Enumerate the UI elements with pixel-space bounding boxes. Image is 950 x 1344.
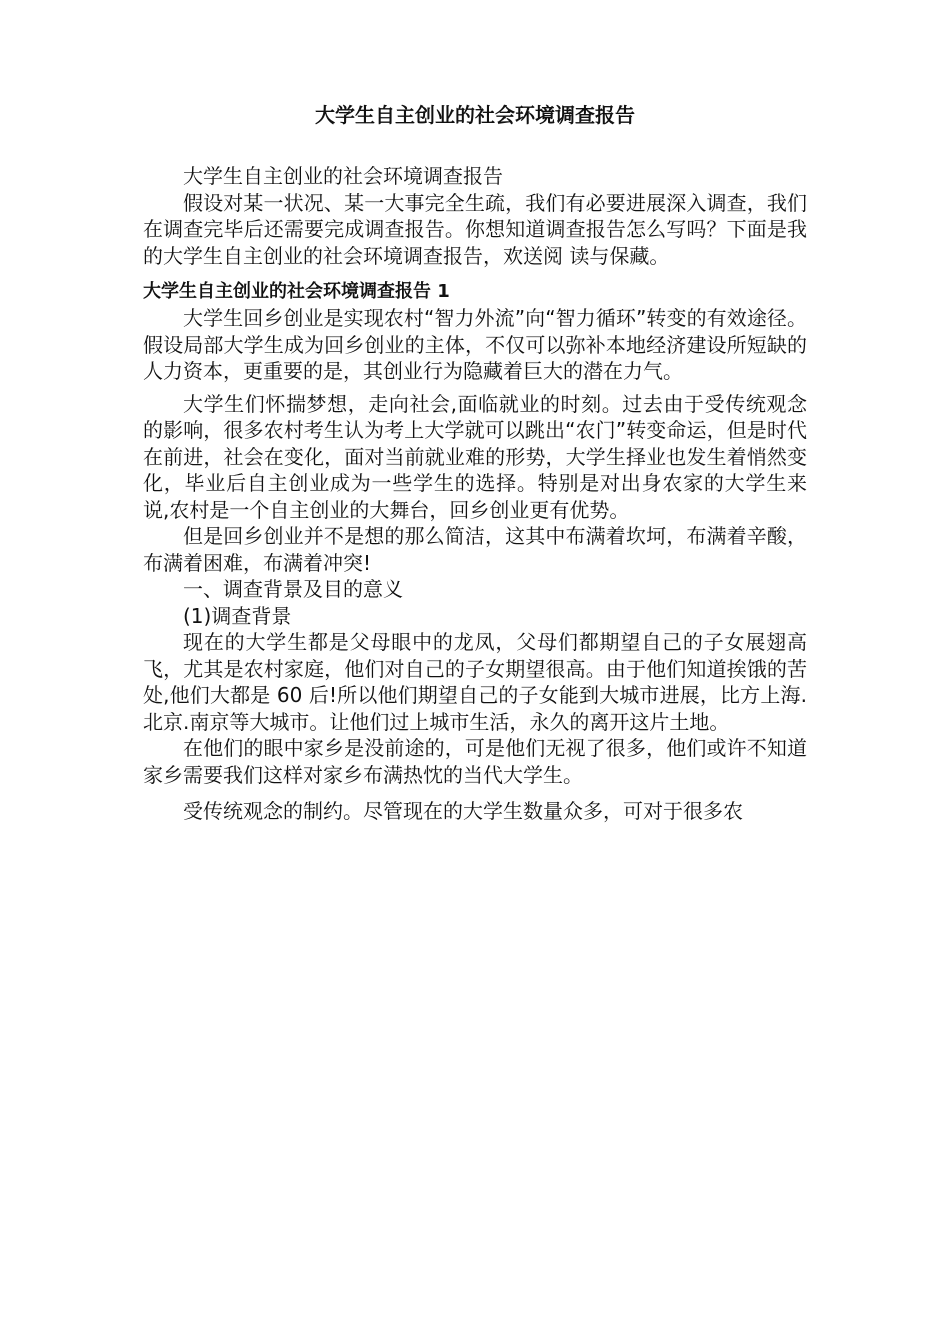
subheading-background-purpose: 一、调查背景及目的意义: [183, 577, 403, 601]
subheading-background: (1)调查背景: [183, 603, 292, 628]
intro-paragraph-1: 大学生自主创业的社会环境调查报告: [183, 164, 503, 188]
section-title: 大学生自主创业的社会环境调查报告 1: [143, 281, 450, 302]
body-paragraph-3: 但是回乡创业并不是想的那么简洁，这其中布满着坎坷，布满着辛酸，布满着困难，布满着冲突!: [143, 524, 807, 575]
body-paragraph-1: 大学生回乡创业是实现农村“智力外流”向“智力循环”转变的有效途径。假设局部大学生成为回乡创业的主体，不仅可以弥补本地经济建设所短缺的人力资本，更重要的是，其创业行为隐藏着巨大的潜在力气。: [143, 306, 807, 383]
body-paragraph-4: 现在的大学生都是父母眼中的龙凤，父母们都期望自己的子女展翅高飞，尤其是农村家庭，他们对自己的子女期望很高。由于他们知道挨饿的苦处,他们大都是 60 后!所以他们期望自己的子女能到大城市进展，比方上海.北京.南京等大城市。让他们过上城市生活，永久的离开这片土地。: [143, 630, 807, 734]
document-title: 大学生自主创业的社会环境调查报告: [315, 103, 635, 127]
intro-paragraph-2: 假设对某一状况、某一大事完全生疏，我们有必要进展深入调查，我们在调查完毕后还需要完成调查报告。你想知道调查报告怎么写吗？下面是我的大学生自主创业的社会环境调查报告，欢送阅 读与保藏。: [143, 190, 807, 268]
body-paragraph-5: 在他们的眼中家乡是没前途的，可是他们无视了很多，他们或许不知道家乡需要我们这样对家乡布满热忱的当代大学生。: [143, 736, 807, 787]
body-paragraph-2: 大学生们怀揣梦想，走向社会,面临就业的时刻。过去由于受传统观念的影响，很多农村考生认为考上大学就可以跳出“农门”转变命运，但是时代在前进，社会在变化，面对当前就业难的形势，大学生择业也发生着悄然变化，毕业后自主创业成为一些学生的选择。特别是对出身农家的大学生来说,农村是一个自主创业的大舞台，回乡创业更有优势。: [143, 391, 807, 522]
body-paragraph-6: 受传统观念的制约。尽管现在的大学生数量众多，可对于很多农: [183, 799, 743, 823]
document-body: [143, 163, 807, 825]
